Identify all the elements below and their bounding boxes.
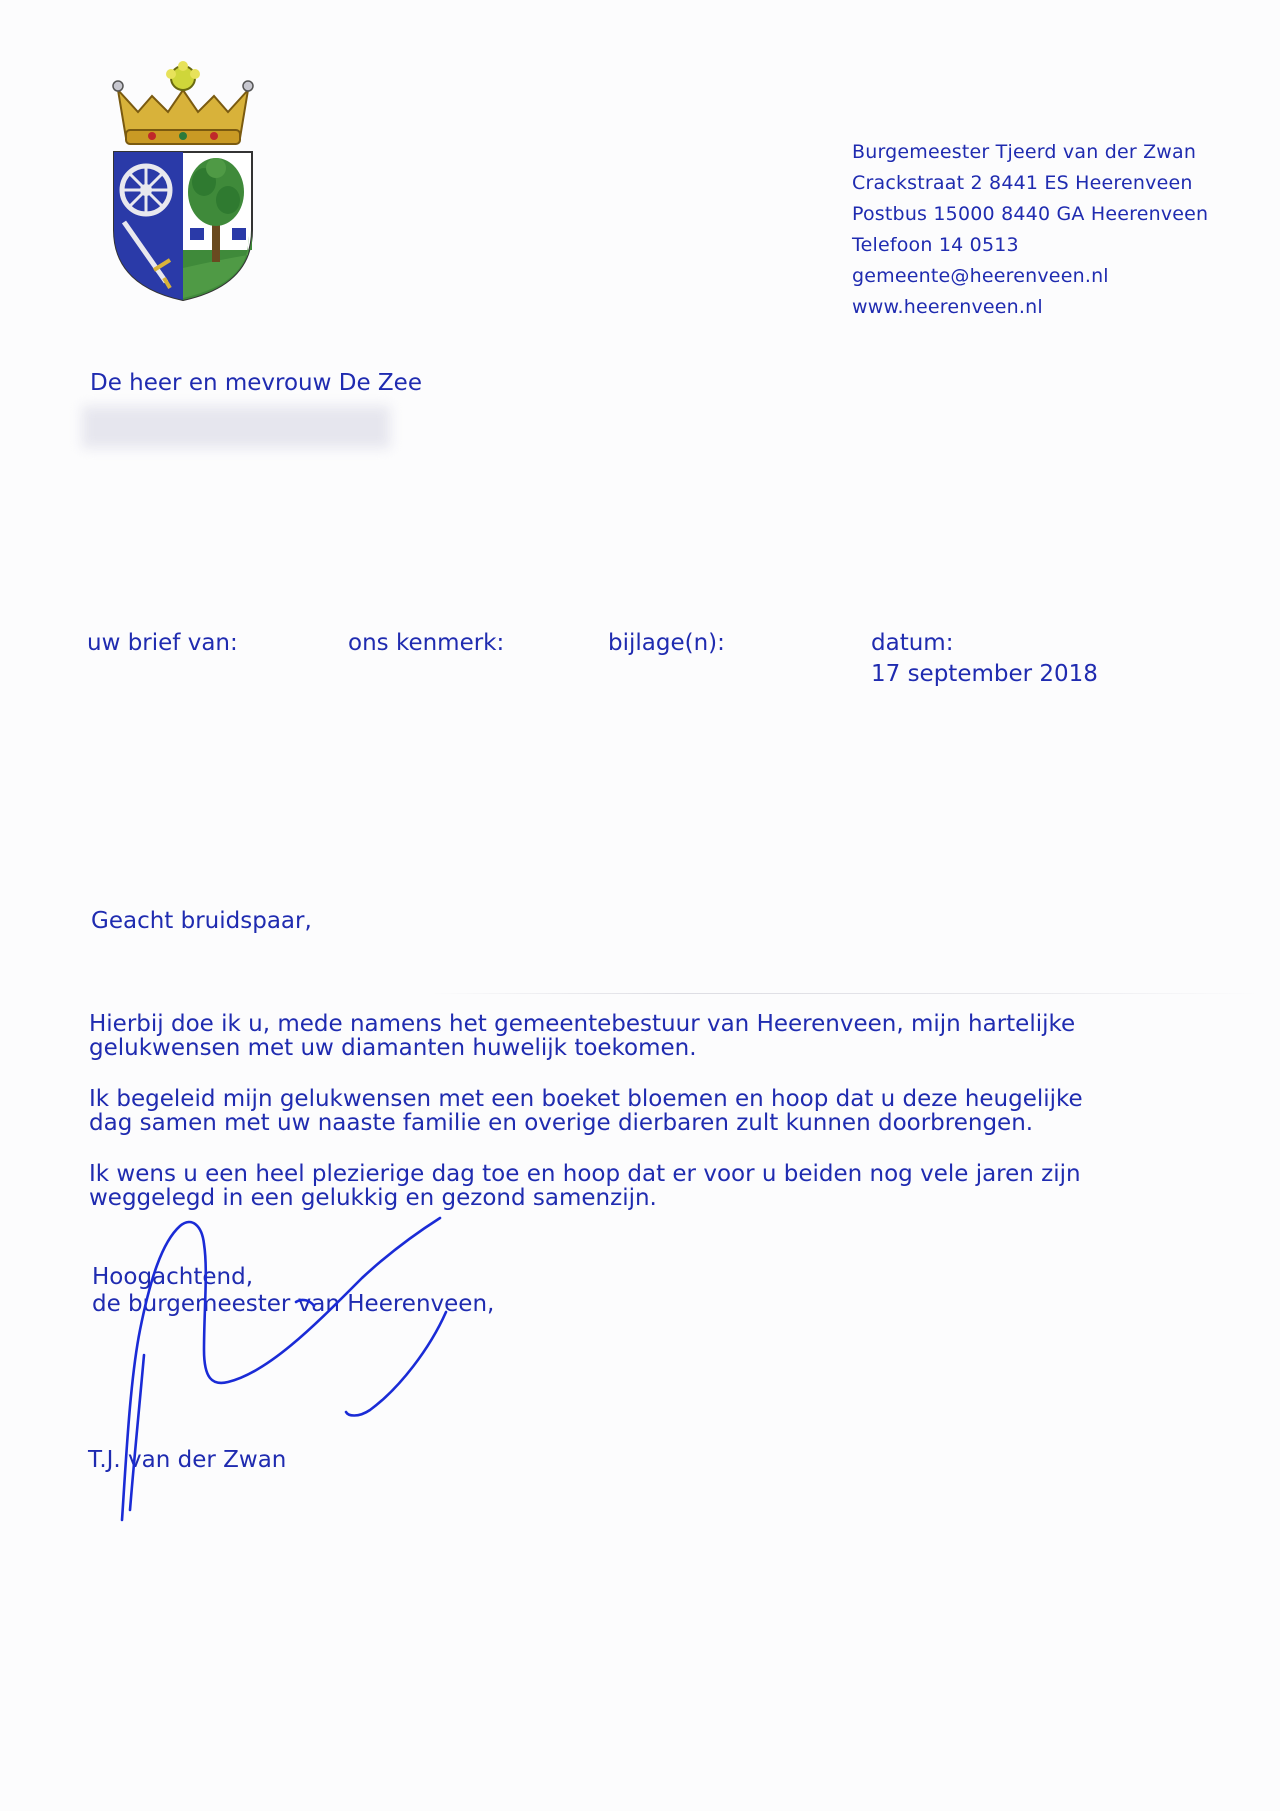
ref-ons-kenmerk: ons kenmerk: [348,630,505,656]
sender-line-phone: Telefoon 14 0513 [852,234,1019,256]
sender-line-email: gemeente@heerenveen.nl [852,265,1109,287]
sender-line-website: www.heerenveen.nl [852,296,1043,318]
body-paragraph-2: Ik begeleid mijn gelukwensen met een boeket bloemen en hoop dat u deze heugelijke dag samen met uw naaste familie en overige dierbaren zult kunnen doorbrengen. [89,1086,1083,1136]
crown-icon [113,61,253,144]
ref-bijlagen: bijlage(n): [608,630,725,656]
ref-uw-brief-van: uw brief van: [87,630,238,656]
signer-name: T.J. van der Zwan [88,1447,287,1473]
closing-line-1: Hoogachtend, [92,1264,254,1290]
scan-artifact [430,993,1260,994]
closing-line-2: de burgemeester van Heerenveen, [92,1291,495,1317]
body-paragraph-3: Ik wens u een heel plezierige dag toe en hoop dat er voor u beiden nog vele jaren zijn weggelegd in een gelukkig en gezond samenzijn. [89,1161,1081,1211]
wheel-icon [122,166,170,214]
sender-line-postbus: Postbus 15000 8440 GA Heerenveen [852,203,1209,225]
salutation: Geacht bruidspaar, [91,908,312,934]
heerenveen-coat-of-arms-icon [108,60,258,305]
datum-label: datum: [871,630,954,656]
redacted-address [82,406,390,448]
addressee-name: De heer en mevrouw De Zee [90,370,422,396]
body-paragraph-1: Hierbij doe ik u, mede namens het gemeentebestuur van Heerenveen, mijn hartelijke gelukwensen met uw diamanten huwelijk toekomen. [89,1011,1076,1061]
sender-line-street: Crackstraat 2 8441 ES Heerenveen [852,172,1193,194]
sender-address-block [852,137,1208,323]
letter-body [89,1012,1129,1237]
closing-block [92,1264,494,1318]
ref-datum [871,628,1098,690]
sender-line-name: Burgemeester Tjeerd van der Zwan [852,141,1197,163]
shield-icon [114,152,252,300]
datum-value: 17 september 2018 [871,661,1098,687]
